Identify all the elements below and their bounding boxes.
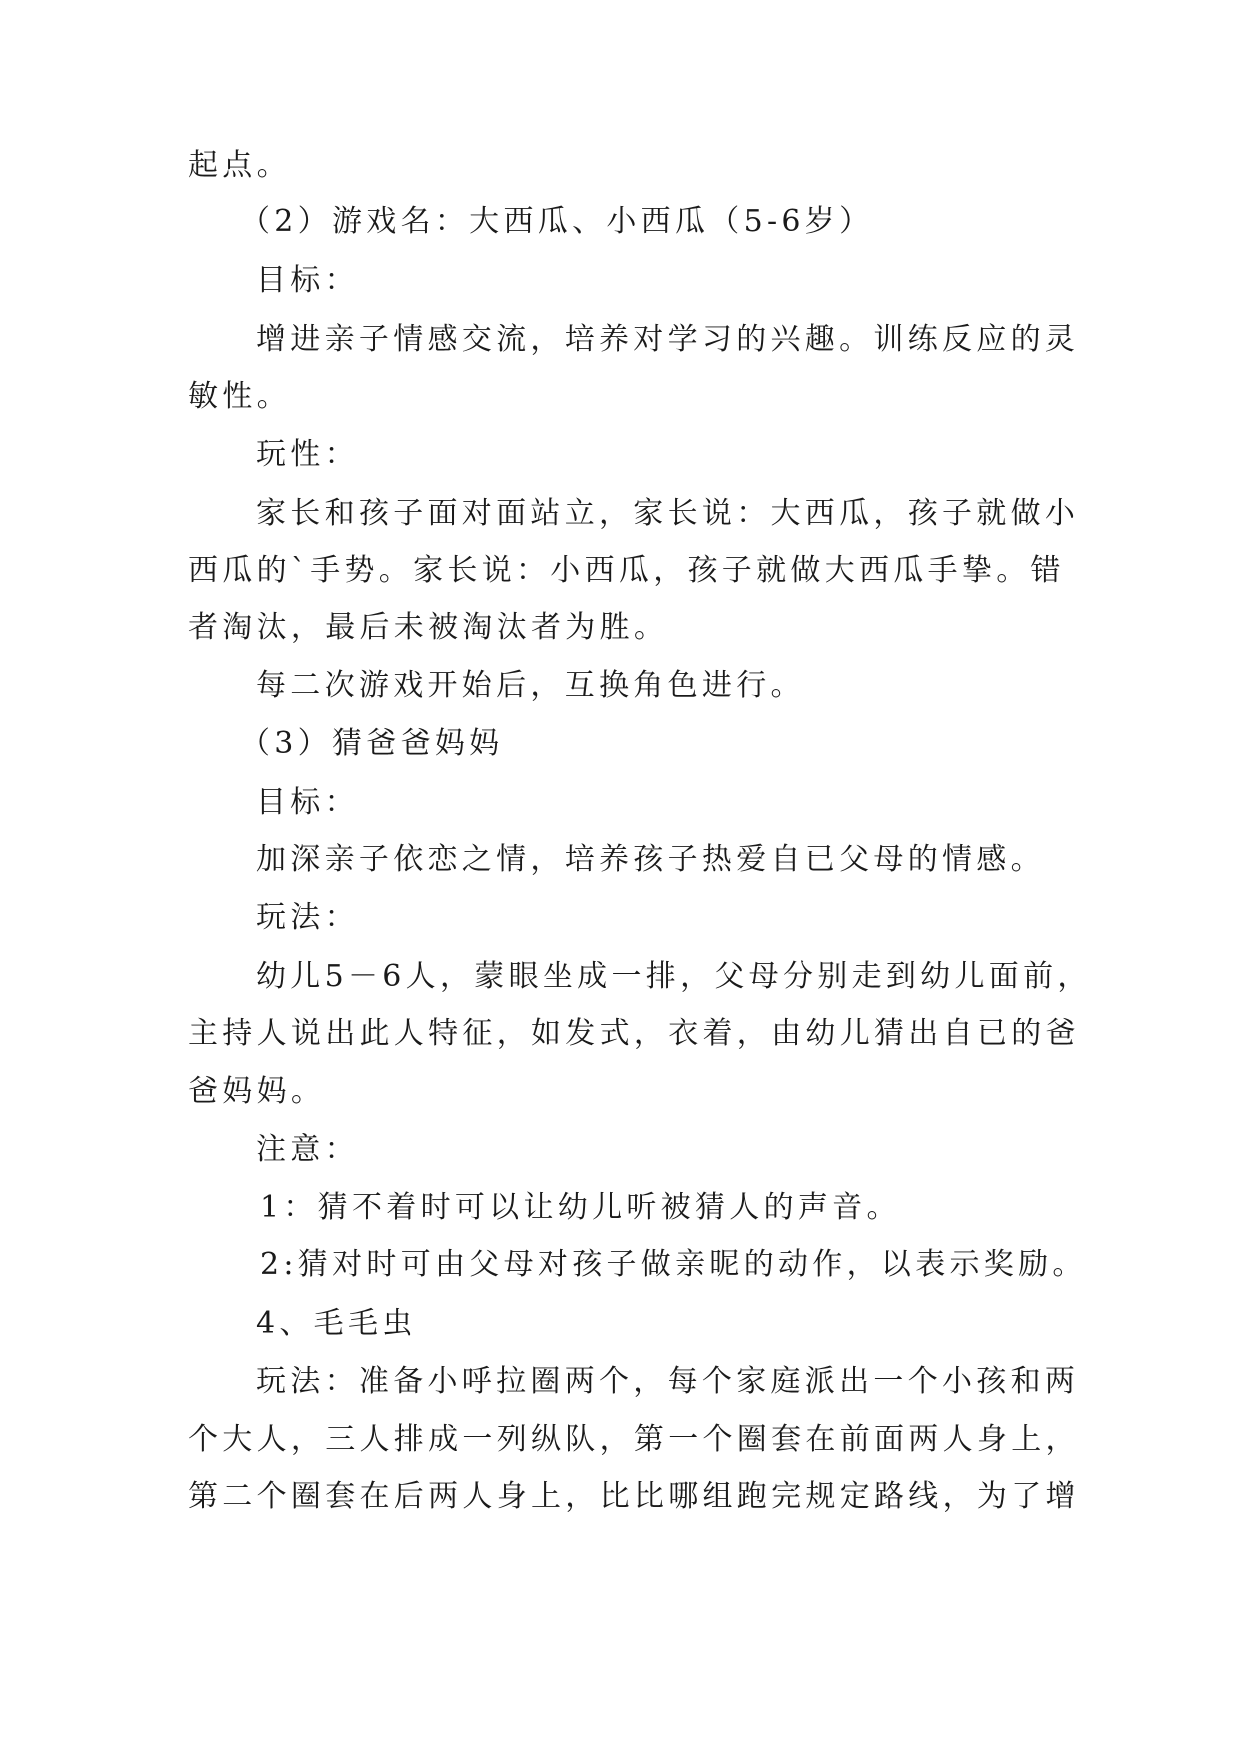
text-line: （2）游戏名：大西瓜、小西瓜（5-6岁） (240, 204, 874, 239)
text-line: 加深亲子依恋之情，培养孩子热爱自已父母的情感。 (256, 842, 1045, 877)
text-line: 主持人说出此人特征，如发式，衣着，由幼儿猜出自已的爸 (188, 1016, 1080, 1051)
text-line: 敏性。 (188, 379, 291, 414)
text-line: 玩法：准备小呼拉圈两个，每个家庭派出一个小孩和两 (256, 1364, 1080, 1399)
text-line: 每二次游戏开始后，互换角色进行。 (256, 668, 805, 703)
text-line: 目标： (256, 263, 359, 298)
text-line: （3）猜爸爸妈妈 (240, 726, 504, 761)
text-line: 第二个圈套在后两人身上，比比哪组跑完规定路线，为了增 (188, 1479, 1080, 1514)
text-line: 者淘汰，最后未被淘汰者为胜。 (188, 610, 669, 645)
text-line: 西瓜的`手势。家长说：小西瓜，孩子就做大西瓜手挚。错 (188, 553, 1065, 588)
text-line: 注意： (256, 1132, 359, 1167)
text-line: 起点。 (188, 148, 291, 183)
text-line: 2:猜对时可由父母对孩子做亲昵的动作，以表示奖励。 (260, 1247, 1087, 1282)
text-line: 家长和孩子面对面站立，家长说：大西瓜，孩子就做小 (256, 496, 1080, 531)
text-line: 目标： (256, 785, 359, 820)
text-line: 增进亲子情感交流，培养对学习的兴趣。训练反应的灵 (256, 322, 1080, 357)
text-line: 玩法： (256, 900, 359, 935)
text-line: 玩性： (256, 437, 359, 472)
text-line: 个大人，三人排成一列纵队，第一个圈套在前面两人身上， (188, 1422, 1080, 1457)
text-line: 4、毛毛虫 (256, 1306, 417, 1341)
text-line: 爸妈妈。 (188, 1074, 326, 1109)
text-line: 1：猜不着时可以让幼儿听被猜人的声音。 (260, 1190, 901, 1225)
text-line: 幼儿5－6人，蒙眼坐成一排，父母分别走到幼儿面前， (256, 959, 1092, 994)
